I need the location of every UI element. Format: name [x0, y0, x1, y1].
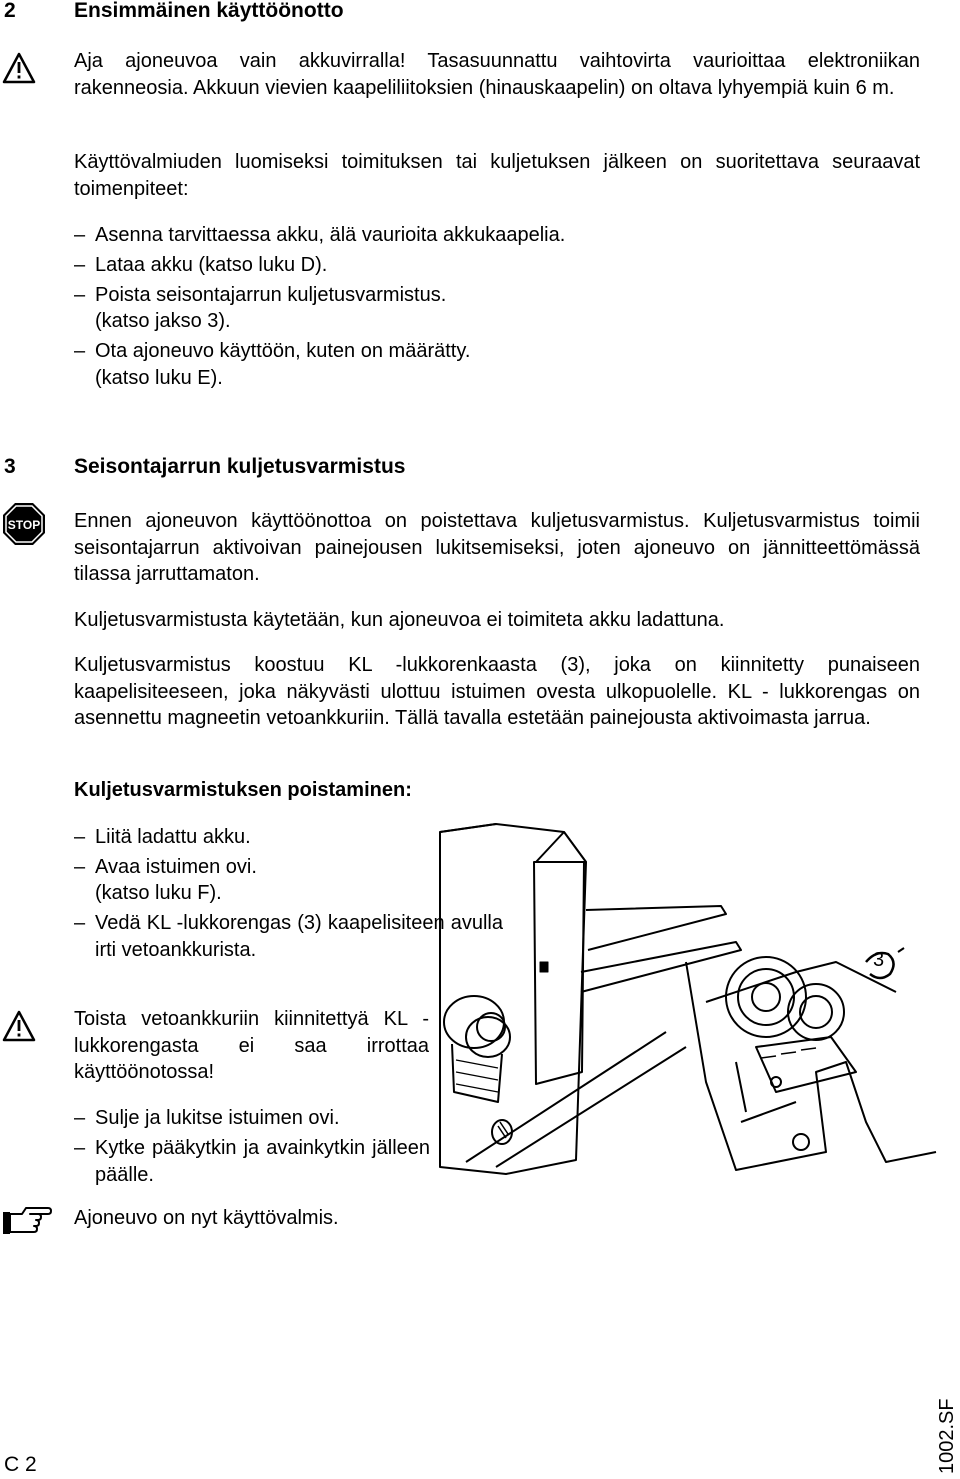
pointing-hand-icon — [2, 1202, 52, 1236]
intro-paragraph: Käyttövalmiuden luomiseksi toimituksen tai kuljetuksen jälkeen on suoritettava seuraavat toimenpiteet: — [74, 151, 920, 200]
battery-warning-text: Aja ajoneuvoa vain akkuvirralla! Tasasuunnattu vaihtovirta vaurioittaa elektroniikan rakenneosia. Akkuun vievien kaapeliliitoksien (hinauskaapelin) on oltava lyhyempiä kuin 6 m. — [74, 50, 920, 99]
stop-sign-icon — [2, 502, 46, 546]
page-number: C 2 — [4, 1453, 37, 1476]
section-2-title: Ensimmäinen käyttöönotto — [74, 0, 344, 22]
brake-lock-ring-drawing — [436, 822, 944, 1180]
warning-triangle-icon — [2, 1010, 36, 1042]
stop-sign-label: STOP — [7, 518, 41, 532]
paragraph: Kuljetusvarmistus koostuu KL -lukkorenkaasta (3), joka on kiinnitetty punaiseen kaapelisiteeseen, joka näkyvästi ulottuu istuimen ovesta ulkopuolelle. KL - lukkorengas on asennettu magneetin vetoankkuriin. Tällä tavalla estetään painejousta aktivoimasta jarrua. — [74, 654, 920, 729]
section-3-number: 3 — [4, 455, 16, 478]
section-3-title: Seisontajarrun kuljetusvarmistus — [74, 455, 406, 478]
removal-heading: Kuljetusvarmistuksen poistaminen: — [74, 779, 412, 801]
paragraph: Kuljetusvarmistusta käytetään, kun ajoneuvoa ei toimiteta akku ladattuna. — [74, 609, 725, 631]
document-code: 1002.SF — [936, 1398, 958, 1474]
warning-triangle-icon — [2, 52, 36, 84]
ready-note: Ajoneuvo on nyt käyttövalmis. — [74, 1207, 339, 1229]
figure-callout-3: 3 — [873, 949, 885, 971]
stop-warning-text: Ennen ajoneuvon käyttöönottoa on poistettava kuljetusvarmistus. Kuljetusvarmistus toimii seisontajarrun aktivoivan painejousen lukitsemiseksi, joten ajoneuvo on jännitteettömässä tilassa jarruttamaton. — [74, 510, 920, 585]
lock-ring-warning-text: Toista vetoankkuriin kiinnitettyä KL -lukkorengasta ei saa irrottaa käyttöönotossa! — [74, 1008, 429, 1083]
section-2-number: 2 — [4, 0, 16, 22]
